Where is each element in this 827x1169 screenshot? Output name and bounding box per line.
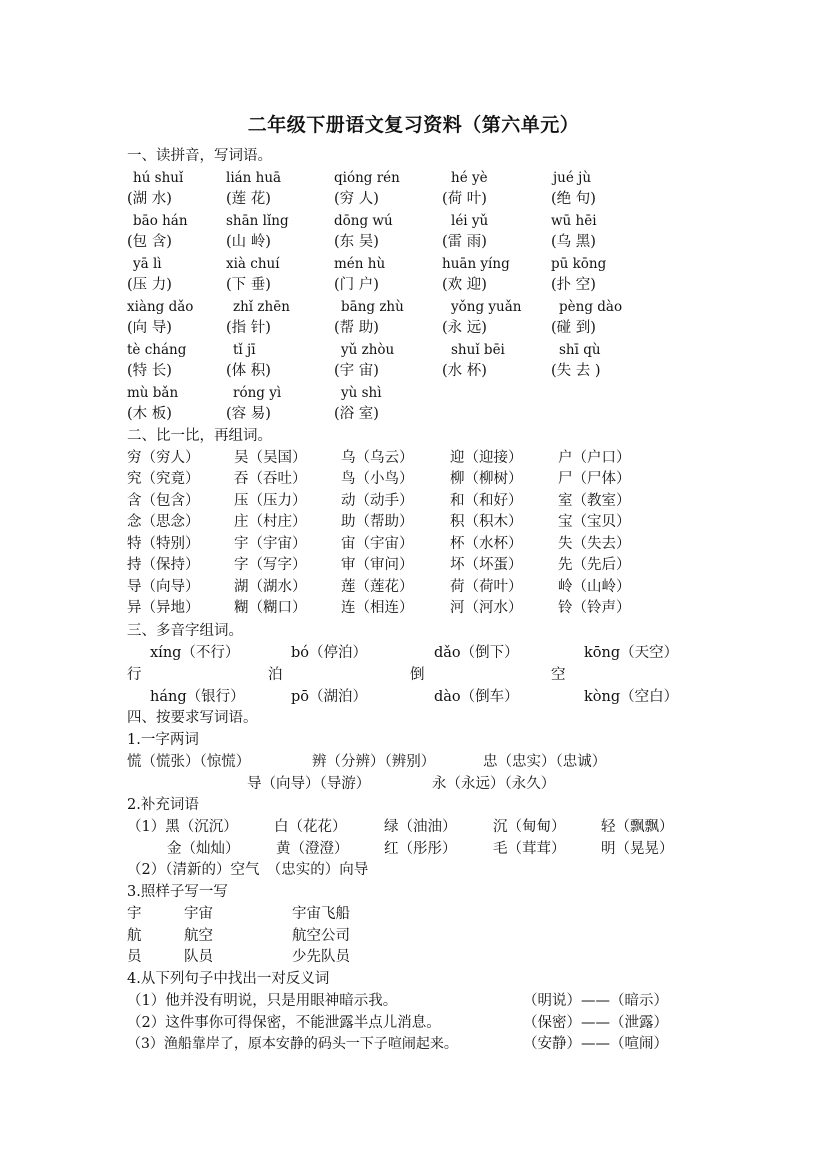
pinyin-row (0, 210, 827, 232)
word-cell: (扑 空) (551, 277, 596, 293)
polyphone-cell: dào（倒车） (434, 689, 519, 705)
compare-cell: 湖（湖水） (234, 579, 307, 595)
pinyin-cell: huān yíng (442, 256, 510, 272)
antonym-answer: （安静）——（喧闹） (523, 1036, 668, 1052)
polyphone-char: 泊 (268, 667, 283, 683)
polyphone-cell: kòng（空白） (584, 689, 679, 705)
sub-1-line (0, 751, 827, 773)
word-cell: (浴 室) (334, 406, 379, 422)
sub-1-item: 忠（忠实）（忠诚） (483, 754, 607, 770)
compare-cell: 导（向导） (127, 579, 200, 595)
pinyin-cell: xiàng dǎo (127, 299, 194, 315)
pinyin-cell: xià chuí (226, 256, 280, 272)
polyphone-char-row (0, 664, 827, 686)
word-cell: (穷 人) (334, 191, 379, 207)
word-row (0, 360, 827, 382)
word-cell: (乌 黑) (551, 234, 596, 250)
compare-cell: 审（审问） (341, 557, 414, 573)
compare-cell: 究（究竟） (127, 471, 200, 487)
example-phrase: 航空公司 (292, 928, 350, 944)
compare-cell: 室（教室） (558, 493, 631, 509)
word-cell: (压 力) (127, 277, 172, 293)
section-3-heading: 三、多音字组词。 (127, 623, 243, 639)
polyphone-cell: xíng（不行） (150, 645, 240, 661)
compare-cell: 荷（荷叶） (450, 579, 523, 595)
compare-row (0, 468, 827, 490)
compare-cell: 岭（山岭） (558, 579, 631, 595)
sub-2-item: 红（彤彤） (384, 841, 457, 857)
word-cell: (宇 宙) (334, 363, 379, 379)
word-cell: (下 垂) (226, 277, 271, 293)
pinyin-cell: tǐ jī (233, 342, 256, 358)
word-cell: (绝 句) (551, 191, 596, 207)
sub-2-line (0, 838, 827, 860)
word-cell: (东 吴) (334, 234, 379, 250)
word-cell: (木 板) (127, 406, 172, 422)
compare-cell: 连（相连） (341, 600, 414, 616)
compare-cell: 河（河水） (450, 600, 523, 616)
compare-cell: 穷（穷人） (127, 450, 200, 466)
sub-2-item: 明（晃晃） (601, 841, 674, 857)
word-cell: (荷 叶) (442, 191, 487, 207)
polyphone-top-row (0, 642, 827, 664)
compare-cell: 持（保持） (127, 557, 200, 573)
polyphone-bottom-row (0, 686, 827, 708)
compare-cell: 迎（迎接） (450, 450, 523, 466)
antonym-sentence: （3）渔船靠岸了，原本安静的码头一下子喧闹起来。 (127, 1036, 458, 1052)
word-cell: (碰 到) (551, 320, 596, 336)
sub-1-item: 辨（分辨）（辨别） (312, 754, 436, 770)
polyphone-cell: bó（停泊） (291, 645, 368, 661)
pinyin-cell: dōng wú (334, 213, 393, 229)
compare-cell: 含（包含） (127, 493, 200, 509)
compare-cell: 积（积木） (450, 514, 523, 530)
word-cell: (欢 迎) (442, 277, 487, 293)
sub-1-heading: 1.一字两词 (127, 732, 199, 748)
example-word: 宇宙 (184, 906, 213, 922)
section-2-heading: 二、比一比，再组词。 (127, 428, 272, 444)
pinyin-cell: wū hēi (551, 213, 597, 229)
word-cell: (体 积) (226, 363, 271, 379)
compare-cell: 失（失去） (558, 536, 631, 552)
compare-cell: 坏（坏蛋） (450, 557, 523, 573)
section-1-heading: 一、读拼音，写词语。 (127, 148, 272, 164)
pinyin-cell: qióng rén (334, 170, 400, 186)
word-row (0, 274, 827, 296)
sub-1-line (0, 773, 827, 795)
compare-row (0, 576, 827, 598)
compare-row (0, 533, 827, 555)
pinyin-cell: zhǐ zhēn (233, 299, 290, 315)
pinyin-cell: róng yì (233, 385, 282, 401)
polyphone-cell: háng（银行） (150, 689, 245, 705)
pinyin-cell: lián huā (226, 170, 282, 186)
pinyin-cell: yǔ zhòu (341, 342, 395, 358)
antonym-row (0, 1012, 827, 1034)
compare-cell: 吴（吴国） (234, 450, 307, 466)
word-row (0, 188, 827, 210)
compare-cell: 助（帮助） (341, 514, 414, 530)
pinyin-cell: shān lǐng (226, 213, 289, 229)
example-phrase: 少先队员 (292, 949, 350, 965)
word-cell: (特 长) (127, 363, 172, 379)
compare-cell: 先（先后） (558, 557, 631, 573)
pinyin-cell: léi yǔ (451, 213, 489, 229)
antonym-sentence: （2）这件事你可得保密，不能泄露半点儿消息。 (127, 1015, 441, 1031)
word-cell: (失 去 ) (551, 363, 601, 379)
pinyin-row (0, 382, 827, 404)
word-cell: (门 户) (334, 277, 379, 293)
compare-cell: 杯（水杯） (450, 536, 523, 552)
word-row (0, 403, 827, 425)
example-char: 航 (127, 928, 142, 944)
sub-2-item: 轻（飘飘） (601, 819, 674, 835)
sub-2-item: 金（灿灿） (167, 841, 240, 857)
word-cell: (指 针) (226, 320, 271, 336)
word-cell: (雷 雨) (442, 234, 487, 250)
pinyin-cell: yù shì (341, 385, 382, 401)
polyphone-cell: kōng（天空） (584, 645, 679, 661)
compare-cell: 和（和好） (450, 493, 523, 509)
sub-4-heading: 4.从下列句子中找出一对反义词 (127, 971, 330, 987)
pinyin-cell: yā lì (133, 256, 162, 272)
pinyin-cell: mù bǎn (127, 385, 179, 401)
sub-2-item: 沉（甸甸） (493, 819, 566, 835)
antonym-answer: （保密）——（泄露） (523, 1015, 668, 1031)
antonym-sentence: （1）他并没有明说，只是用眼神暗示我。 (127, 993, 398, 1009)
pinyin-cell: yǒng yuǎn (451, 299, 522, 315)
word-cell: (莲 花) (226, 191, 271, 207)
word-row (0, 231, 827, 253)
compare-cell: 异（异地） (127, 600, 200, 616)
sub-2-line (0, 816, 827, 838)
compare-row (0, 511, 827, 533)
sub-2-item: 白（花花） (274, 819, 347, 835)
compare-row (0, 490, 827, 512)
compare-cell: 柳（柳树） (450, 471, 523, 487)
pinyin-cell: bāo hán (133, 213, 188, 229)
pinyin-cell: pū kōng (551, 256, 607, 272)
example-word: 队员 (184, 949, 213, 965)
example-row (0, 903, 827, 925)
sub-2-item: 黄（澄澄） (276, 841, 349, 857)
sub-2-heading: 2.补充词语 (127, 797, 199, 813)
section-4-heading: 四、按要求写词语。 (127, 710, 258, 726)
word-cell: (容 易) (226, 406, 271, 422)
pinyin-cell: shuǐ bēi (451, 342, 505, 358)
example-char: 员 (127, 949, 142, 965)
pinyin-cell: shī qù (559, 342, 601, 358)
pinyin-row (0, 253, 827, 275)
word-cell: (包 含) (127, 234, 172, 250)
compare-cell: 莲（莲花） (341, 579, 414, 595)
pinyin-cell: bāng zhù (341, 299, 404, 315)
polyphone-char: 空 (551, 667, 566, 683)
page-title: 二年级下册语文复习资料（第六单元） (247, 114, 580, 136)
compare-cell: 宝（宝贝） (558, 514, 631, 530)
compare-cell: 宙（宇宙） (341, 536, 414, 552)
sub-2-line: （2）（清新的）空气 （忠实的）向导 (127, 862, 369, 878)
pinyin-row (0, 296, 827, 318)
compare-row (0, 597, 827, 619)
compare-row (0, 554, 827, 576)
word-cell: (水 杯) (442, 363, 487, 379)
example-row (0, 925, 827, 947)
compare-cell: 动（动手） (341, 493, 414, 509)
compare-cell: 字（写字） (234, 557, 307, 573)
pinyin-cell: pèng dào (559, 299, 623, 315)
word-cell: (山 岭) (226, 234, 271, 250)
pinyin-row (0, 167, 827, 189)
compare-cell: 庄（村庄） (234, 514, 307, 530)
pinyin-row (0, 339, 827, 361)
sub-1-item: 永（永远）（永久） (432, 776, 556, 792)
compare-cell: 吞（吞吐） (234, 471, 307, 487)
polyphone-cell: pō（湖泊） (291, 689, 368, 705)
word-cell: (向 导) (127, 320, 172, 336)
compare-cell: 鸟（小鸟） (341, 471, 414, 487)
antonym-row (0, 990, 827, 1012)
compare-cell: 特（特别） (127, 536, 200, 552)
compare-cell: 压（压力） (234, 493, 307, 509)
word-cell: (湖 水) (127, 191, 172, 207)
compare-cell: 宇（宇宙） (234, 536, 307, 552)
sub-1-item: 导（向导）（导游） (247, 776, 371, 792)
compare-cell: 糊（糊口） (234, 600, 307, 616)
compare-cell: 乌（乌云） (341, 450, 414, 466)
polyphone-char: 行 (127, 667, 142, 683)
word-cell: (帮 助) (334, 320, 379, 336)
word-cell: (永 远) (442, 320, 487, 336)
sub-3-heading: 3.照样子写一写 (127, 884, 228, 900)
compare-cell: 户（户口） (558, 450, 631, 466)
pinyin-cell: mén hù (334, 256, 386, 272)
word-row (0, 317, 827, 339)
antonym-row (0, 1033, 827, 1055)
compare-cell: 铃（铃声） (558, 600, 631, 616)
example-char: 宇 (127, 906, 142, 922)
sub-2-item: 毛（茸茸） (493, 841, 566, 857)
compare-cell: 尸（尸体） (558, 471, 631, 487)
sub-2-item: 绿（油油） (384, 819, 457, 835)
example-word: 航空 (184, 928, 213, 944)
example-phrase: 宇宙飞船 (292, 906, 350, 922)
sub-2-item: （1）黑（沉沉） (127, 819, 238, 835)
pinyin-cell: jué jù (553, 170, 592, 186)
compare-cell: 念（思念） (127, 514, 200, 530)
compare-row (0, 447, 827, 469)
polyphone-cell: dǎo（倒下） (434, 645, 519, 661)
polyphone-char: 倒 (410, 667, 425, 683)
pinyin-cell: hé yè (451, 170, 488, 186)
sub-1-item: 慌（慌张）（惊慌） (127, 754, 251, 770)
antonym-answer: （明说）——（暗示） (523, 993, 668, 1009)
pinyin-cell: hú shuǐ (133, 170, 184, 186)
example-row (0, 946, 827, 968)
pinyin-cell: tè cháng (127, 342, 187, 358)
